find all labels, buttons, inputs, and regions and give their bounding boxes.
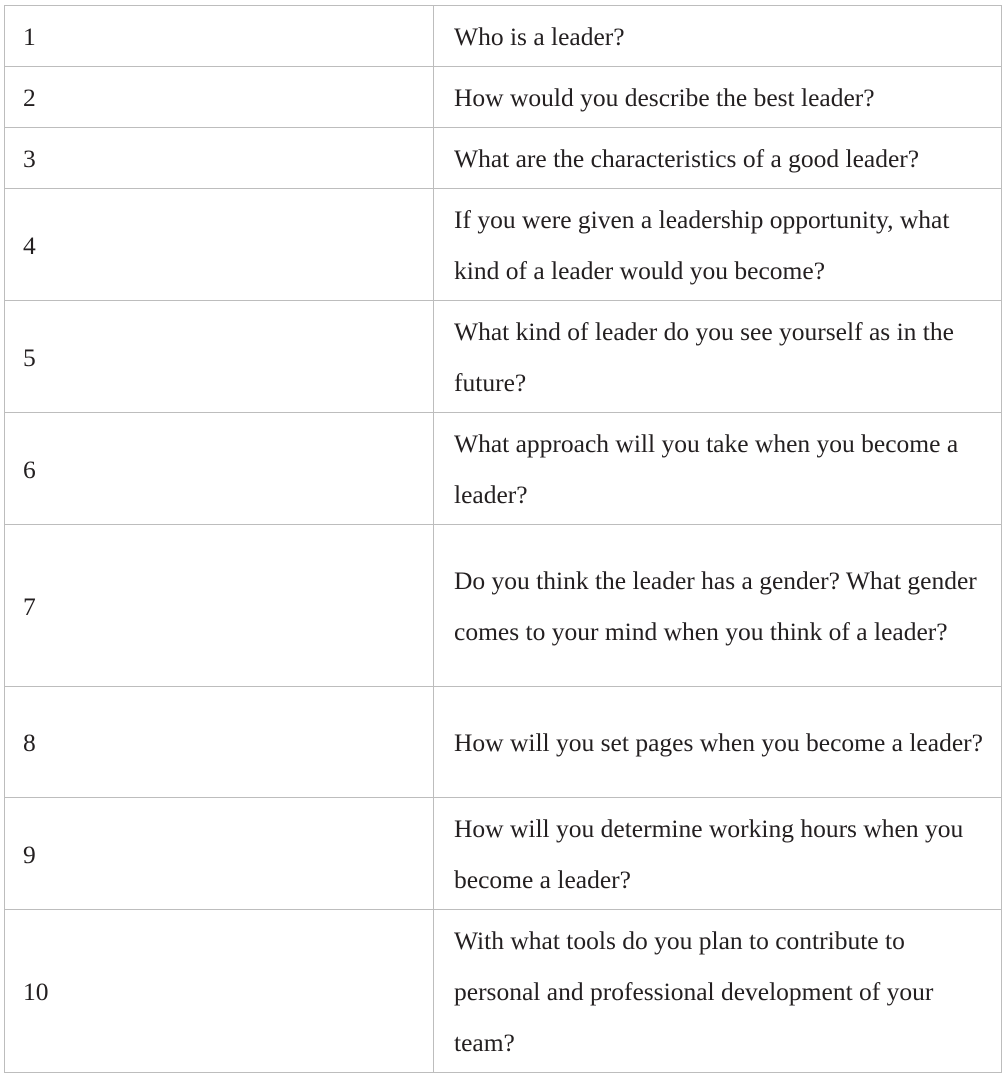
table-row: [5, 301, 1002, 413]
table-row: [5, 525, 1002, 687]
question-number: 8: [5, 687, 434, 798]
table-row: [5, 67, 1002, 128]
question-number: 1: [5, 6, 434, 67]
question-text: How will you determine working hours when you become a leader?: [434, 798, 1002, 910]
question-number: 2: [5, 67, 434, 128]
questions-table-container: [4, 5, 1001, 1073]
question-text: What are the characteristics of a good leader?: [434, 128, 1002, 189]
question-text: What approach will you take when you become a leader?: [434, 413, 1002, 525]
question-text: How would you describe the best leader?: [434, 67, 1002, 128]
question-text: If you were given a leadership opportunity, what kind of a leader would you become?: [434, 189, 1002, 301]
question-number: 7: [5, 525, 434, 687]
question-number: 4: [5, 189, 434, 301]
question-text: Who is a leader?: [434, 6, 1002, 67]
question-number: 5: [5, 301, 434, 413]
question-number: 6: [5, 413, 434, 525]
question-text: How will you set pages when you become a leader?: [434, 687, 1002, 798]
question-text: With what tools do you plan to contribute to personal and professional development of your team?: [434, 910, 1002, 1073]
table-row: [5, 128, 1002, 189]
questions-table: [4, 5, 1002, 1073]
table-row: [5, 413, 1002, 525]
question-number: 10: [5, 910, 434, 1073]
question-text: What kind of leader do you see yourself as in the future?: [434, 301, 1002, 413]
table-row: [5, 189, 1002, 301]
table-row: [5, 798, 1002, 910]
table-row: [5, 910, 1002, 1073]
question-number: 3: [5, 128, 434, 189]
table-row: [5, 6, 1002, 67]
table-row: [5, 687, 1002, 798]
question-number: 9: [5, 798, 434, 910]
question-text: Do you think the leader has a gender? What gender comes to your mind when you think of a leader?: [434, 525, 1002, 687]
